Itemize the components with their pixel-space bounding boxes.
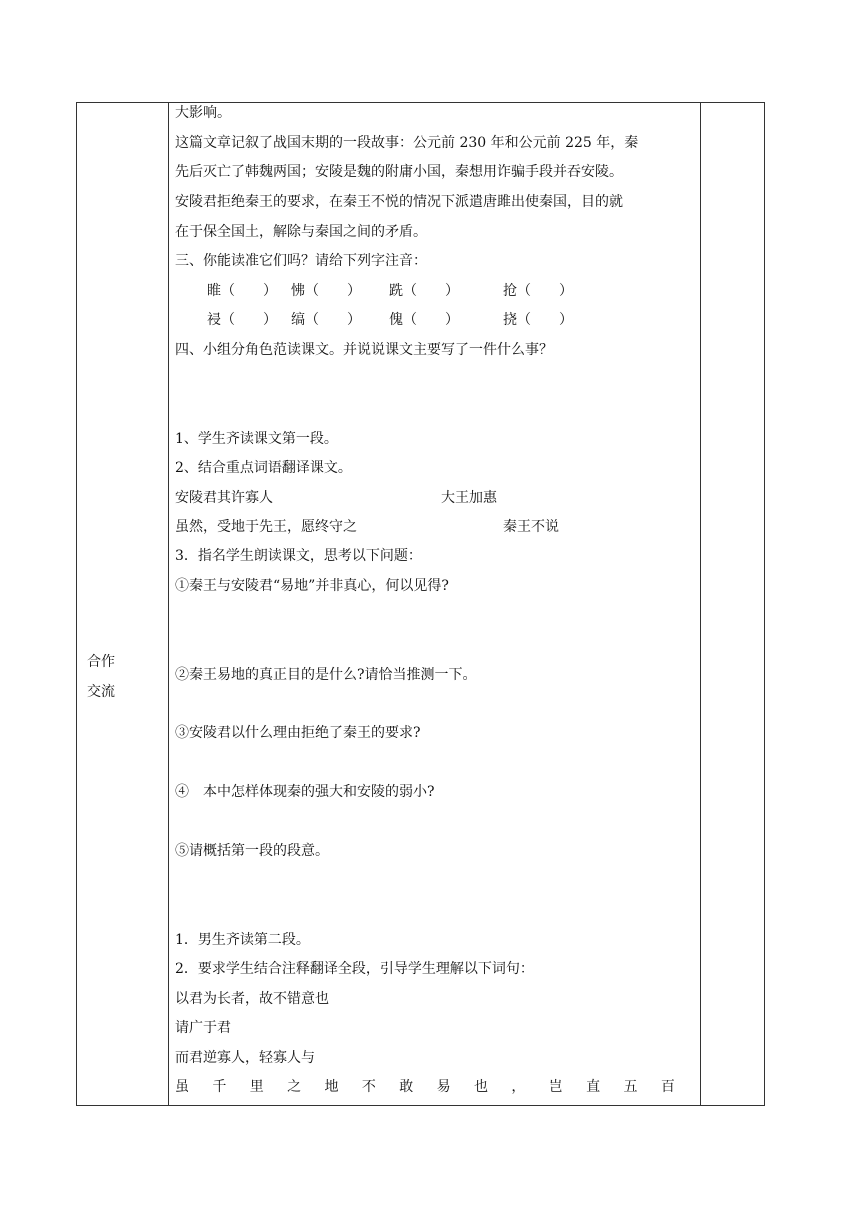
spread-char: 直 (586, 1079, 601, 1095)
spread-char: 之 (287, 1079, 302, 1095)
text-line: 安陵君拒绝秦王的要求，在秦王不悦的情况下派遣唐雎出使秦国，目的就 (175, 194, 623, 210)
question-5: ⑤请概括第一段的段意。 (175, 843, 329, 859)
spread-char: 虽 (175, 1079, 189, 1095)
spread-char: 里 (249, 1079, 264, 1095)
phonetic-row-1 (175, 281, 675, 301)
phrase-item: 安陵君其许寡人 (175, 490, 273, 506)
phrase-item: 大王加惠 (441, 490, 497, 506)
column-divider-right (700, 103, 701, 1105)
spread-char: 千 (212, 1079, 227, 1095)
phonetic-item: 傀（ ） (389, 312, 459, 328)
phrase-item: 虽然，受地于先王，愿终守之 (175, 519, 357, 535)
section-label (87, 647, 115, 707)
text-line: 2、结合重点词语翻译课文。 (175, 460, 352, 476)
phrase-row-2 (175, 517, 675, 537)
spread-char: 岂 (548, 1079, 563, 1095)
phonetic-item: 抢（ ） (503, 283, 573, 299)
text-line: 3．指名学生朗读课文，思考以下问题： (175, 548, 422, 564)
phonetic-item: 缟（ ） (291, 312, 361, 328)
phonetic-item: 怫（ ） (291, 283, 361, 299)
question-2: ②秦王易地的真正目的是什么?请恰当推测一下。 (175, 667, 477, 683)
column-divider-left (168, 103, 169, 1105)
question-4: ④ 本中怎样体现秦的强大和安陵的弱小? (175, 784, 435, 800)
spread-char: 不 (361, 1079, 376, 1095)
text-line: 1．男生齐读第二段。 (175, 932, 310, 948)
phrase-item: 秦王不说 (503, 519, 559, 535)
spread-char: 也 (474, 1079, 488, 1095)
phonetic-item: 跣（ ） (389, 283, 459, 299)
text-line: 以君为长者，故不错意也 (175, 991, 329, 1007)
phrase-row-1 (175, 488, 675, 508)
spread-char: 五 (623, 1079, 638, 1095)
phonetic-item: 挠（ ） (503, 312, 573, 328)
phonetic-item: 睢（ ） (207, 283, 277, 299)
spread-char: 地 (324, 1079, 339, 1095)
text-line: 1、学生齐读课文第一段。 (175, 431, 338, 447)
spread-text-line (175, 1077, 675, 1097)
question-3: ③安陵君以什么理由拒绝了秦王的要求? (175, 725, 421, 741)
spread-char: ， (511, 1079, 526, 1095)
spread-char: 易 (436, 1079, 451, 1095)
spread-char: 百 (660, 1079, 675, 1095)
text-line: 在于保全国土，解除与秦国之间的矛盾。 (175, 224, 427, 240)
text-line: 这篇文章记叙了战国末期的一段故事：公元前 230 年和公元前 225 年，秦 (175, 135, 639, 151)
phonetic-item: 祲（ ） (207, 312, 277, 328)
spread-char: 敢 (399, 1079, 414, 1095)
text-line: 2．要求学生结合注释翻译全段，引导学生理解以下词句： (175, 961, 534, 977)
text-line: 大影响。 (175, 105, 231, 121)
text-line: 三、你能读准它们吗？请给下列字注音： (175, 253, 427, 269)
text-line: 四、小组分角色范读课文。并说说课文主要写了一件什么事？ (175, 342, 553, 358)
question-1: ①秦王与安陵君“易地”并非真心，何以见得? (175, 578, 449, 594)
text-line: 先后灭亡了韩魏两国；安陵是魏的附庸小国，秦想用诈骗手段并吞安陵。 (175, 164, 623, 180)
phonetic-row-2 (175, 310, 675, 330)
text-line: 而君逆寡人，轻寡人与 (175, 1050, 315, 1066)
text-line: 请广于君 (175, 1020, 231, 1036)
lesson-table (76, 102, 765, 1106)
section-label-line-2: 交流 (87, 684, 115, 700)
section-label-line-1: 合作 (87, 654, 115, 670)
